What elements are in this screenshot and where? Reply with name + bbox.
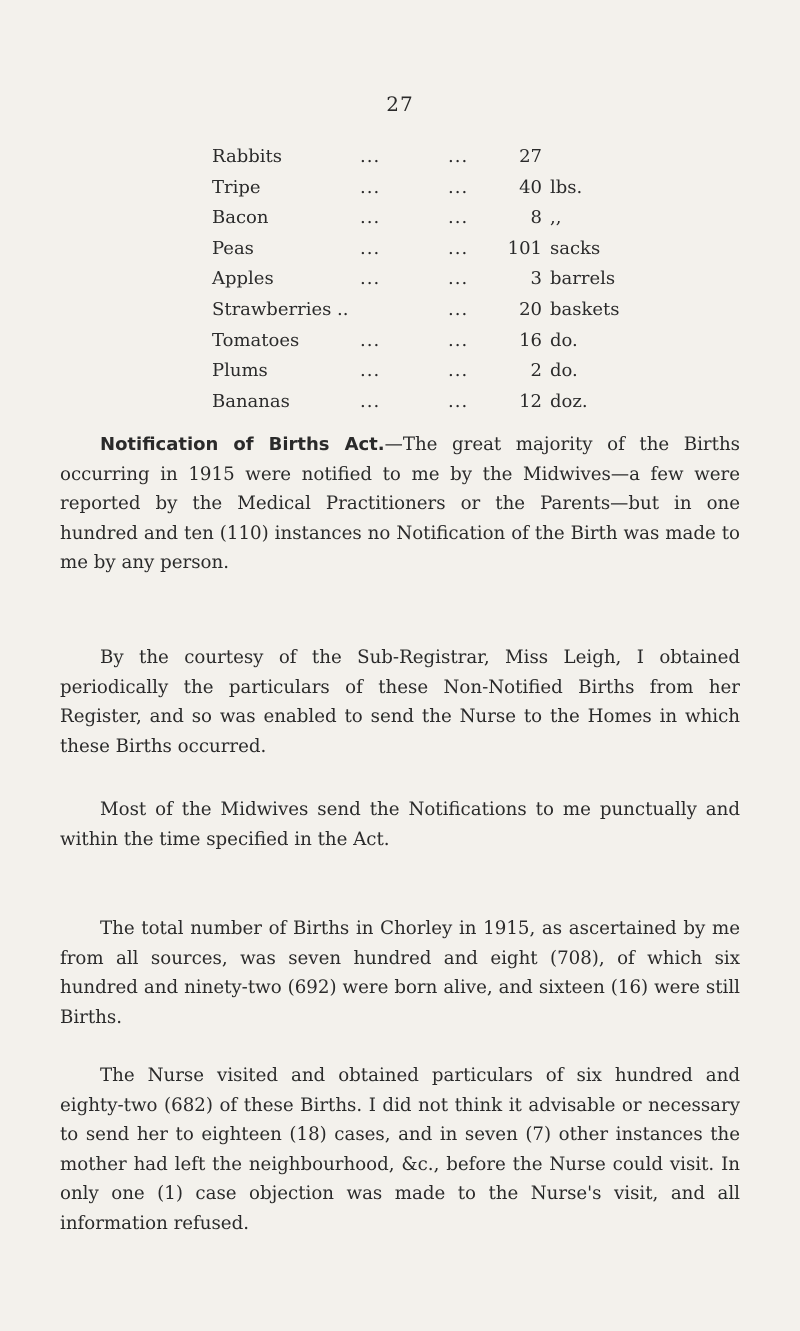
leader-dots: ... <box>360 237 381 259</box>
produce-unit: do. <box>550 329 578 351</box>
produce-quantity: 101 <box>507 237 542 259</box>
produce-quantity: 12 <box>519 390 542 412</box>
produce-item: Rabbits <box>212 146 282 167</box>
produce-unit: doz. <box>550 390 588 412</box>
leader-dots: ... <box>360 360 381 382</box>
produce-row <box>212 203 632 234</box>
leader-dots: ... <box>360 146 381 167</box>
produce-row <box>212 356 632 387</box>
produce-row <box>212 234 632 265</box>
produce-row <box>212 326 632 357</box>
leader-dots: ... <box>360 207 381 229</box>
produce-unit: sacks <box>550 237 601 259</box>
produce-row <box>212 387 632 418</box>
paragraph-sub-registrar: By the courtesy of the Sub-Registrar, Miss Leigh, I obtained periodically the particulars of these Non-Notified Births from her Register, and so was enabled to send the Nurse to the Homes in which these Births occurred. <box>60 647 740 757</box>
leader-dots: ... <box>360 329 381 351</box>
produce-item: Bananas <box>212 390 290 412</box>
produce-row <box>212 142 632 173</box>
produce-quantity: 40 <box>519 176 542 198</box>
leader-dots: ... <box>360 268 381 290</box>
produce-item: Bacon <box>212 207 269 229</box>
paragraph-text: —The great majority of the Births occurring in 1915 were notified to me by the Midwives—a few were reported by the Medical Practitioners or the Parents—but in one hundred and ten (110) instances no Notification of the Birth was made to me by any person. <box>60 434 740 573</box>
produce-quantity: 3 <box>530 268 542 290</box>
produce-unit: do. <box>550 360 578 382</box>
leader-dots: ... <box>448 360 469 382</box>
leader-dots: ... <box>448 329 469 351</box>
produce-row <box>212 173 632 204</box>
section-heading: Notification of Births Act. <box>100 434 385 455</box>
leader-dots: ... <box>448 207 469 229</box>
leader-dots: ... <box>448 268 469 290</box>
leader-dots: ... <box>448 237 469 259</box>
produce-item: Strawberries .. <box>212 298 349 320</box>
paragraph-nurse-visits: The Nurse visited and obtained particulars of six hundred and eighty-two (682) of these Births. I did not think it advisable or necessary to send her to eighteen (18) cases, and in seven (7) other instances the mother had left the neighbourhood, &c., before the Nurse could visit. In only one (1) case objection was made to the Nurse's visit, and all information refused. <box>60 1065 740 1234</box>
leader-dots: ... <box>360 176 381 198</box>
produce-item: Plums <box>212 360 268 382</box>
produce-quantity: 2 <box>530 360 542 382</box>
produce-unit: ,, <box>550 207 562 229</box>
paragraph-notification <box>60 430 740 578</box>
produce-unit: lbs. <box>550 176 583 198</box>
produce-quantity: 27 <box>519 146 542 167</box>
leader-dots: ... <box>448 298 469 320</box>
produce-table <box>212 142 632 417</box>
produce-item: Tomatoes <box>212 329 300 351</box>
paragraph-total-births: The total number of Births in Chorley in 1915, as ascertained by me from all sources, was seven hundred and eight (708), of which six hundred and ninety-two (692) were born alive, and sixteen (16) were still Births. <box>60 918 740 1028</box>
page-number: 27 <box>386 92 414 116</box>
produce-item: Apples <box>212 268 274 290</box>
produce-quantity: 16 <box>519 329 542 351</box>
produce-item: Tripe <box>212 176 261 198</box>
produce-row <box>212 264 632 295</box>
produce-item: Peas <box>212 237 254 259</box>
produce-unit: baskets <box>550 298 620 320</box>
produce-quantity: 20 <box>519 298 542 320</box>
produce-row <box>212 295 632 326</box>
paragraph-midwives: Most of the Midwives send the Notifications to me punctually and within the time specified in the Act. <box>60 799 740 850</box>
leader-dots: ... <box>448 390 469 412</box>
leader-dots: ... <box>360 390 381 412</box>
leader-dots: ... <box>448 146 469 167</box>
produce-quantity: 8 <box>530 207 542 229</box>
produce-unit: barrels <box>550 268 616 290</box>
leader-dots: ... <box>448 176 469 198</box>
